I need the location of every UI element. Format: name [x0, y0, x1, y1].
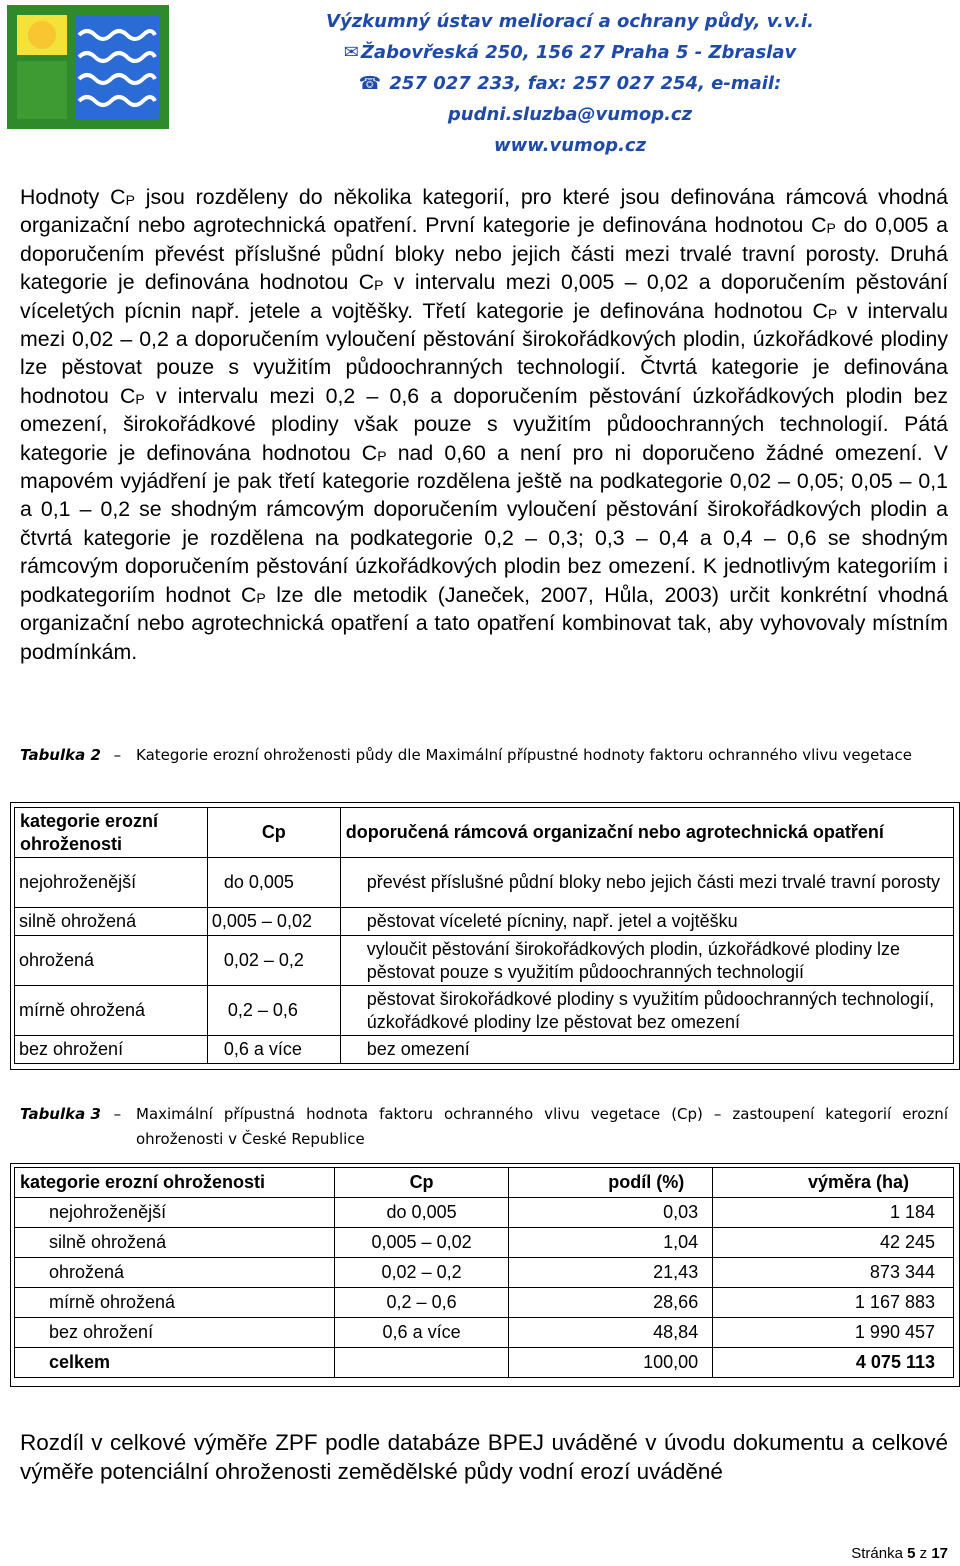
table3-cell: do 0,005	[334, 1198, 509, 1228]
table-row	[15, 936, 954, 986]
table3-cell: bez ohrožení	[15, 1318, 335, 1348]
table2-header: kategorie erozní ohroženosti	[15, 808, 208, 858]
table3-cell: 0,6 a více	[334, 1318, 509, 1348]
table2-cell: mírně ohrožená	[15, 986, 208, 1036]
table3-cell: 1 184	[713, 1198, 954, 1228]
table3-cell: 48,84	[509, 1318, 713, 1348]
logo-sun	[28, 21, 56, 49]
table3-cell: 1 167 883	[713, 1288, 954, 1318]
table3-total-share: 100,00	[509, 1348, 713, 1378]
letterhead	[260, 6, 880, 161]
table3-cell: 0,03	[509, 1198, 713, 1228]
table3-cell: 0,02 – 0,2	[334, 1258, 509, 1288]
table2-cell: pěstovat víceleté pícniny, např. jetel a vojtěšku	[340, 908, 953, 936]
table2-cell: 0,6 a více	[207, 1036, 340, 1064]
table2-cell: pěstovat širokořádkové plodiny s využitím půdoochranných technologií, úzkořádkové plodiny lze pěstovat bez omezení	[340, 986, 953, 1036]
table2-cell: silně ohrožená	[15, 908, 208, 936]
table3-cell: 28,66	[509, 1288, 713, 1318]
table3-cell: mírně ohrožená	[15, 1288, 335, 1318]
table2	[14, 807, 954, 1064]
table2-caption: Tabulka 2 – Kategorie erozní ohroženosti půdy dle Maximální přípustné hodnoty faktoru ochranného vlivu vegetace	[20, 746, 912, 764]
table-row	[15, 1036, 954, 1064]
table2-cell: 0,2 – 0,6	[207, 986, 340, 1036]
table-row	[15, 1288, 954, 1318]
envelope-icon: ✉	[343, 42, 359, 63]
table3-cell: 1,04	[509, 1228, 713, 1258]
table3-cell: 0,005 – 0,02	[334, 1228, 509, 1258]
table2-cell: vyloučit pěstování širokořádkových plodin, úzkořádkové plodiny lze pěstovat pouze s využitím půdoochranných technologií	[340, 936, 953, 986]
table2-cell: nejohroženější	[15, 858, 208, 908]
table3-cell: 21,43	[509, 1258, 713, 1288]
phone-icon: ☎	[358, 73, 382, 94]
table3	[14, 1167, 954, 1378]
table3-header: podíl (%)	[509, 1168, 713, 1198]
table3-cell: ohrožená	[15, 1258, 335, 1288]
page-number: Stránka 5 z 17	[851, 1545, 948, 1562]
table-row	[15, 986, 954, 1036]
table3-cell: nejohroženější	[15, 1198, 335, 1228]
table2-cell: do 0,005	[207, 858, 340, 908]
table3-caption: Tabulka 3 – Maximální přípustná hodnota faktoru ochranného vlivu vegetace (Cp) – zastoupení kategorií erozní ohroženosti v České Republice	[20, 1105, 948, 1148]
table3-total-area: 4 075 113	[713, 1348, 954, 1378]
table3-total-row	[15, 1348, 954, 1378]
table-row	[15, 908, 954, 936]
address-line: ✉ Žabovřeská 250, 156 27 Praha 5 - Zbraslav	[343, 42, 797, 63]
table2-cell: bez ohrožení	[15, 1036, 208, 1064]
table2-header-row	[15, 808, 954, 858]
table2-header: doporučená rámcová organizační nebo agrotechnická opatření	[340, 808, 953, 858]
table3-cell: 42 245	[713, 1228, 954, 1258]
table-row	[15, 1198, 954, 1228]
table-row	[15, 858, 954, 908]
logo-green-field	[17, 61, 67, 119]
org-name: Výzkumný ústav meliorací a ochrany půdy, v.v.i.	[326, 11, 814, 32]
table-row	[15, 1318, 954, 1348]
table3-cell: 873 344	[713, 1258, 954, 1288]
table2-cell: 0,02 – 0,2	[207, 936, 340, 986]
vumop-logo	[7, 5, 169, 129]
table3-total-label: celkem	[15, 1348, 335, 1378]
table-row	[15, 1228, 954, 1258]
table3-cell: 0,2 – 0,6	[334, 1288, 509, 1318]
table2-cell: 0,005 – 0,02	[207, 908, 340, 936]
table3-total-cp	[334, 1348, 509, 1378]
table3-header-row	[15, 1168, 954, 1198]
table3-header: výměra (ha)	[713, 1168, 954, 1198]
table2-cell: bez omezení	[340, 1036, 953, 1064]
contact-line: ☎ 257 027 233, fax: 257 027 254, e-mail: pudni.sluzba@vumop.cz	[358, 73, 782, 125]
table3-cell: silně ohrožená	[15, 1228, 335, 1258]
main-paragraph: Hodnoty $C_P$ jsou rozděleny do několika kategorií, pro které jsou definována rámcová vhodná organizační nebo agrotechnická opatření. První kategorie je definována hodnotou $C_P$ do 0,005 a doporučením převést příslušné půdní bloky nebo jejich části mezi trvalé travní porosty. Druhá kategorie je definována hodnotou $C_P$ v intervalu mezi 0,005 – 0,02 a doporučením pěstování víceletých pícnin např. jetele a vojtěšky. Třetí kategorie je definována hodnotou $C_P$ v intervalu mezi 0,02 – 0,2 a doporučením vyloučení pěstování širokořádkových plodin, úzkořádkové plodiny lze pěstovat pouze s využitím půdoochranných technologií. Čtvrtá kategorie je definována hodnotou $C_P$ v intervalu mezi 0,2 – 0,6 a doporučením pěstování úzkořádkových plodin bez omezení, širokořádkové plodiny však pouze s využitím půdoochranných technologií. Pátá kategorie je definována hodnotou $C_P$ nad 0,60 a není pro ni doporučeno žádné omezení. V mapovém vyjádření je pak třetí kategorie rozdělena ještě na podkategorie 0,02 – 0,05; 0,05 – 0,1 a 0,1 – 0,2 se shodným rámcovým doporučením vyloučení pěstování širokořádkových plodin a čtvrtá kategorie je rozdělena na podkategorie 0,2 – 0,3; 0,3 – 0,4 a 0,4 – 0,6 se shodným rámcovým doporučením pěstování úzkořádkových plodin bez omezení. K jednotlivým kategoriím i podkategoriím hodnot $C_P$ lze dle metodik (Janeček, 2007, Hůla, 2003) určit konkrétní vhodná organizační nebo agrotechnická opatření a tato opatření kombinovat tak, aby vyhovovaly místním podmínkám.	[20, 185, 949, 664]
table2-cell: převést příslušné půdní bloky nebo jejich části mezi trvalé travní porosty	[340, 858, 953, 908]
table3-header: kategorie erozní ohroženosti	[15, 1168, 335, 1198]
table2-header: Cp	[207, 808, 340, 858]
table2-cell: ohrožená	[15, 936, 208, 986]
website-link[interactable]: www.vumop.cz	[493, 135, 647, 156]
table3-header: Cp	[334, 1168, 509, 1198]
closing-paragraph: Rozdíl v celkové výměře ZPF podle databáze BPEJ uváděné v úvodu dokumentu a celkové výměře potenciální ohroženosti zemědělské půdy vodní erozí uváděné	[20, 1430, 948, 1484]
table-row	[15, 1258, 954, 1288]
table3-cell: 1 990 457	[713, 1318, 954, 1348]
